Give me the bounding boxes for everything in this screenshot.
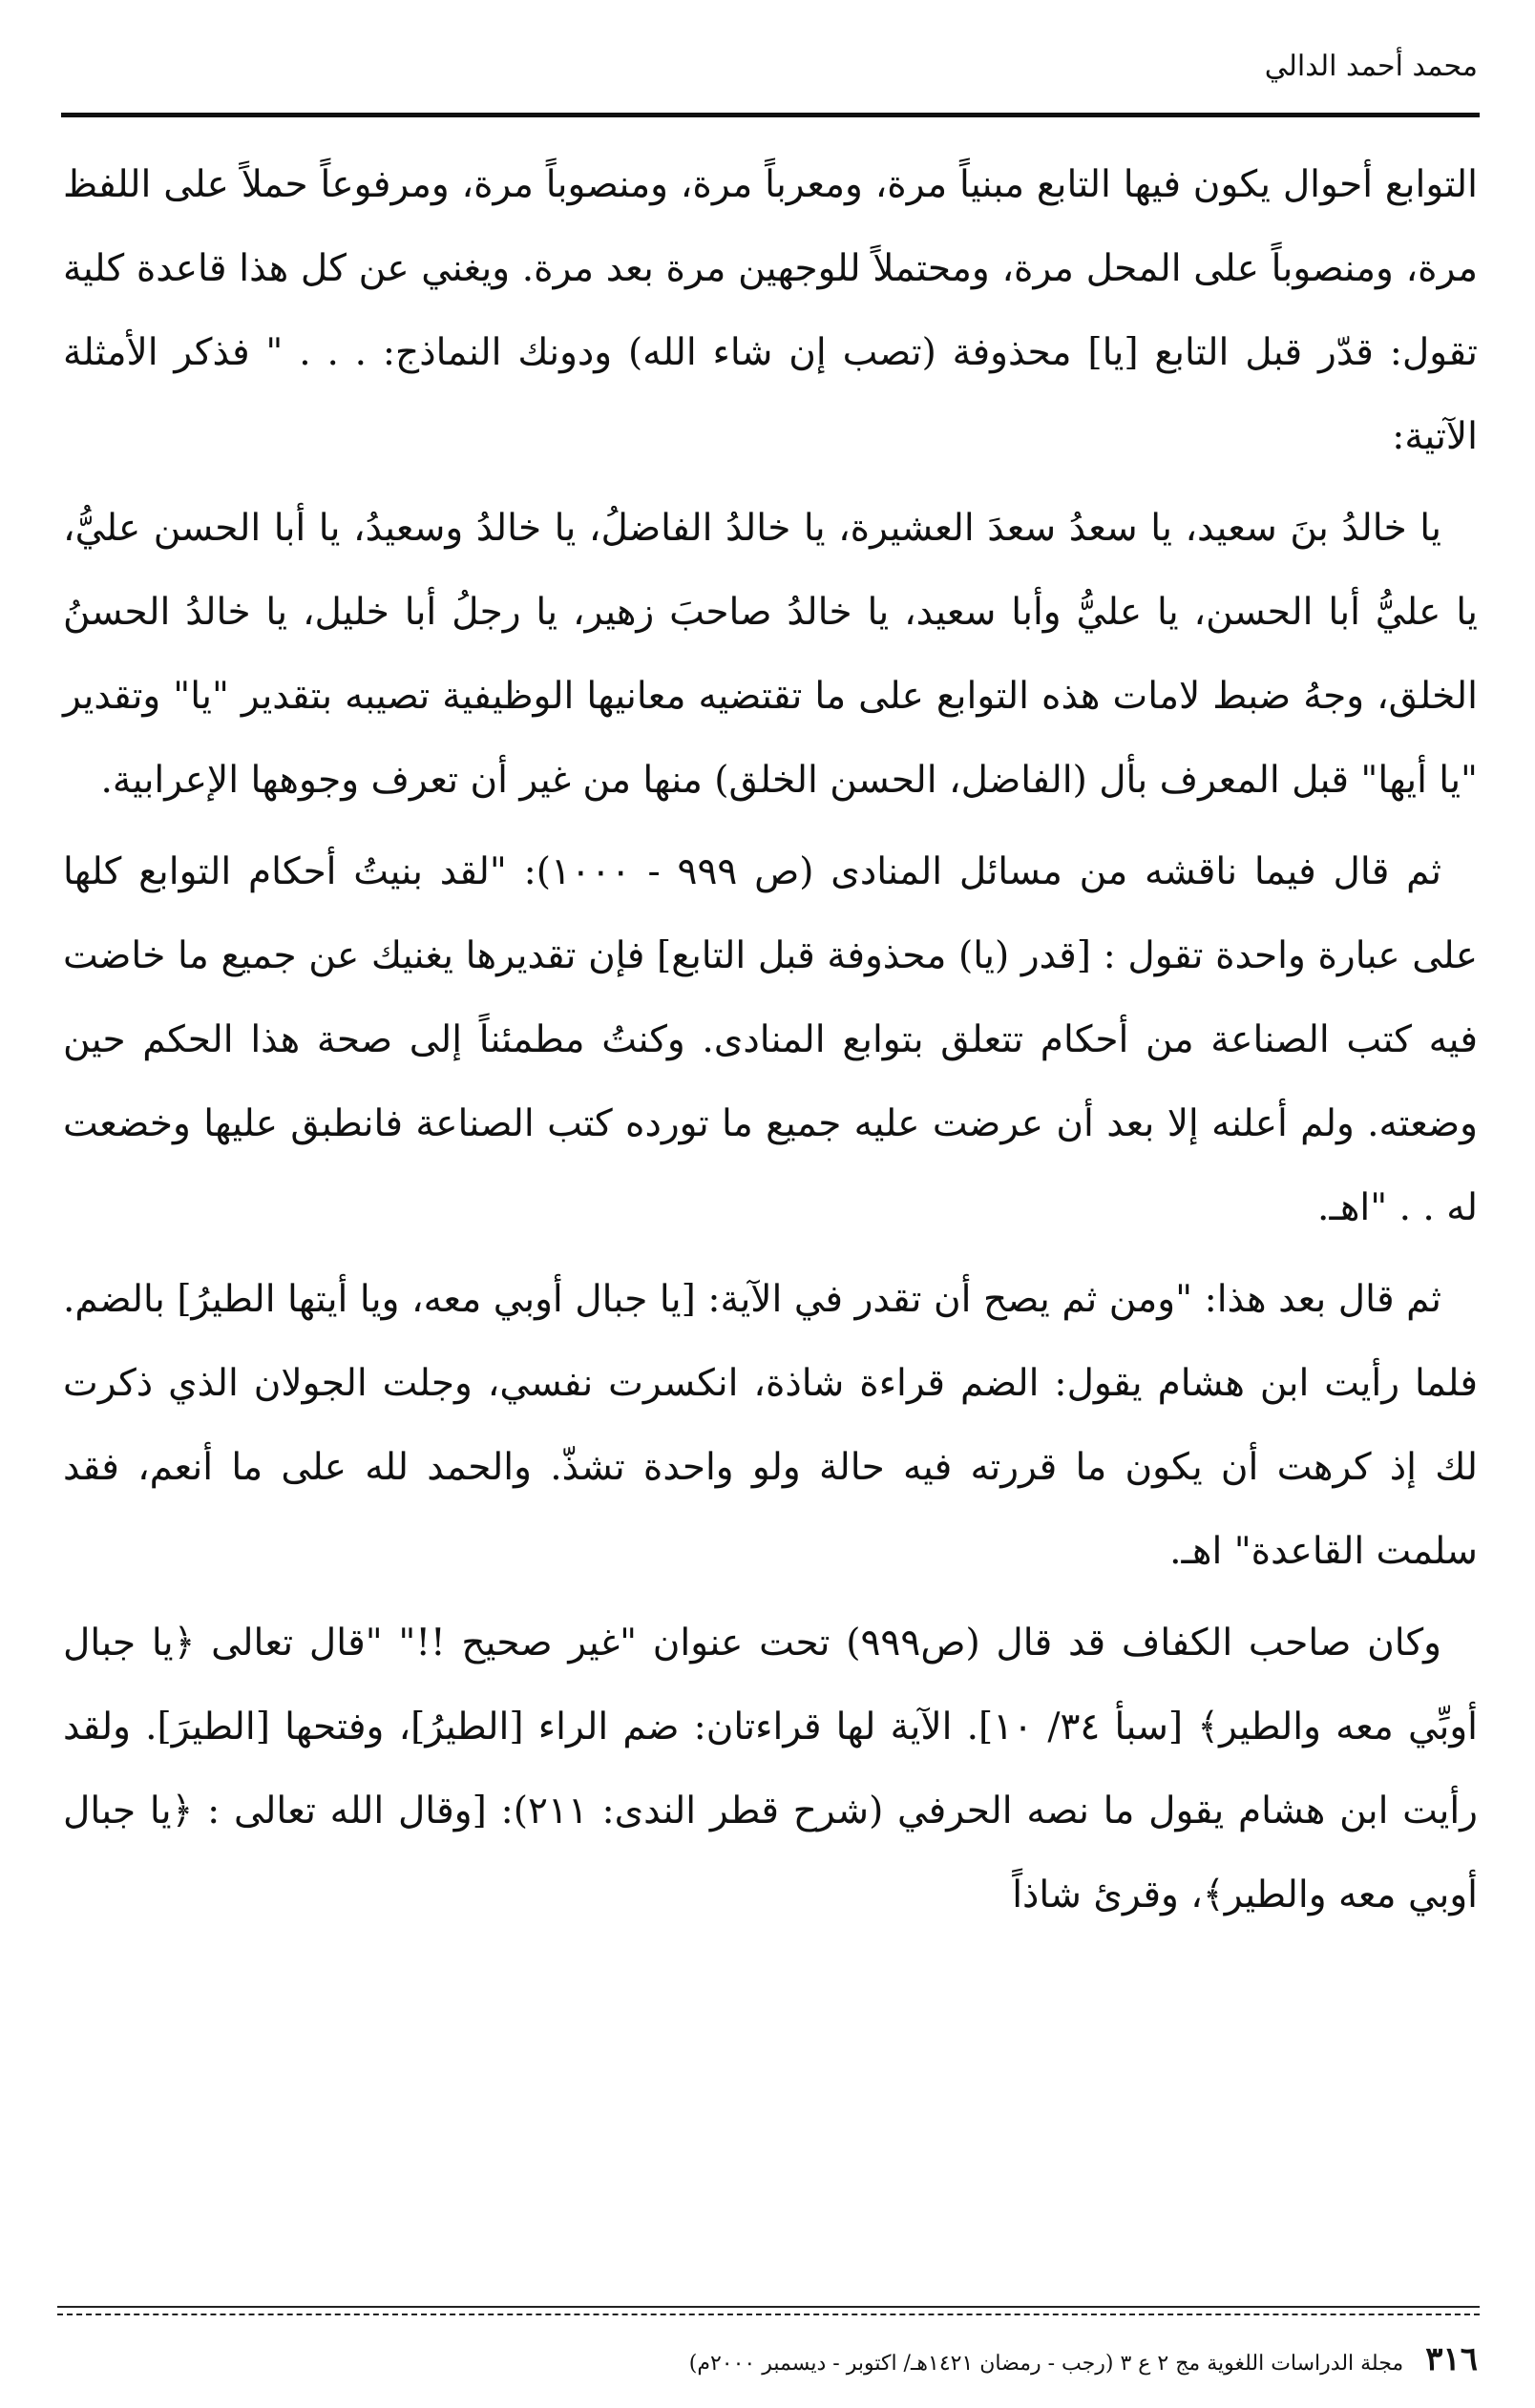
paragraph-2: يا خالدُ بنَ سعيد، يا سعدُ سعدَ العشيرة، يا خالدُ الفاضلُ، يا خالدُ وسعيدُ، يا أبا الحسن عليُّ، يا عليُّ أبا الحسن، يا عليُّ وأبا سعيد، يا خالدُ صاحبَ زهير، يا رجلُ أبا خليل، يا خالدُ الحسنُ الخلق، وجهُ ضبط لامات هذه التوابع على ما تقتضيه معانيها الوظيفية تصيبه بتقدير "يا" وتقدير "يا أيها" قبل المعرف بأل (الفاضل، الحسن الخلق) منها من غير أن تعرف وجوهها الإعرابية. (63, 507, 1478, 802)
footer-rule (57, 2306, 1480, 2308)
paragraph-1: التوابع أحوال يكون فيها التابع مبنياً مرة، ومعرباً مرة، ومنصوباً مرة، ومرفوعاً حملاً على اللفظ مرة، ومنصوباً على المحل مرة، ومحتملاً للوجهين مرة بعد مرة. ويغني عن كل هذا قاعدة كلية تقول: قدّر قبل التابع [يا] محذوفة (تصب إن شاء الله) ودونك النماذج: . . . " فذكر الأمثلة الآتية: (63, 163, 1478, 458)
body-text (63, 143, 1478, 1945)
header-rule (61, 113, 1480, 117)
paragraph-5: وكان صاحب الكفاف قد قال (ص٩٩٩) تحت عنوان "غير صحيح !!" "قال تعالى ﴿يا جبال أوبِّي معه والطير﴾ [سبأ ٣٤/ ١٠]. الآية لها قراءتان: ضم الراء [الطيرُ]، وفتحها [الطيرَ]. ولقد رأيت ابن هشام يقول ما نصه الحرفي (شرح قطر الندى: ٢١١): [وقال الله تعالى : ﴿يا جبال أوبي معه والطير﴾، وقرئ شاذاً (63, 1622, 1478, 1916)
paragraph-3: ثم قال فيما ناقشه من مسائل المنادى (ص ٩٩٩ - ١٠٠٠): "لقد بنيتُ أحكام التوابع كلها على عبارة واحدة تقول : [قدر (يا) محذوفة قبل التابع] فإن تقديرها يغنيك عن جميع ما خاضت فيه كتب الصناعة من أحكام تتعلق بتوابع المنادى. وكنتُ مطمئناً إلى صحة هذا الحكم حين وضعته. ولم أعلنه إلا بعد أن عرضت عليه جميع ما تورده كتب الصناعة فانطبق عليها وخضعت له . . "اهـ. (63, 850, 1478, 1229)
paragraph-4: ثم قال بعد هذا: "ومن ثم يصح أن تقدر في الآية: [يا جبال أوبي معه، ويا أيتها الطيرُ] بالضم. فلما رأيت ابن هشام يقول: الضم قراءة شاذة، انكسرت نفسي، وجلت الجولان الذي ذكرت لك إذ كرهت أن يكون ما قررته فيه حالة ولو واحدة تشذّ. والحمد لله على ما أنعم، فقد سلمت القاعدة" اهـ. (63, 1278, 1478, 1573)
footer-rule-dashed (57, 2314, 1480, 2315)
page-number: ٣١٦ (1425, 2340, 1478, 2378)
page-footer (689, 2340, 1478, 2378)
running-head: محمد أحمد الدالي (1264, 50, 1478, 83)
journal-citation: مجلة الدراسات اللغوية مج ٢ ع ٣ (رجب - رمضان ١٤٢١هـ/ اكتوبر - ديسمبر ٢٠٠٠م) (688, 2352, 1404, 2376)
